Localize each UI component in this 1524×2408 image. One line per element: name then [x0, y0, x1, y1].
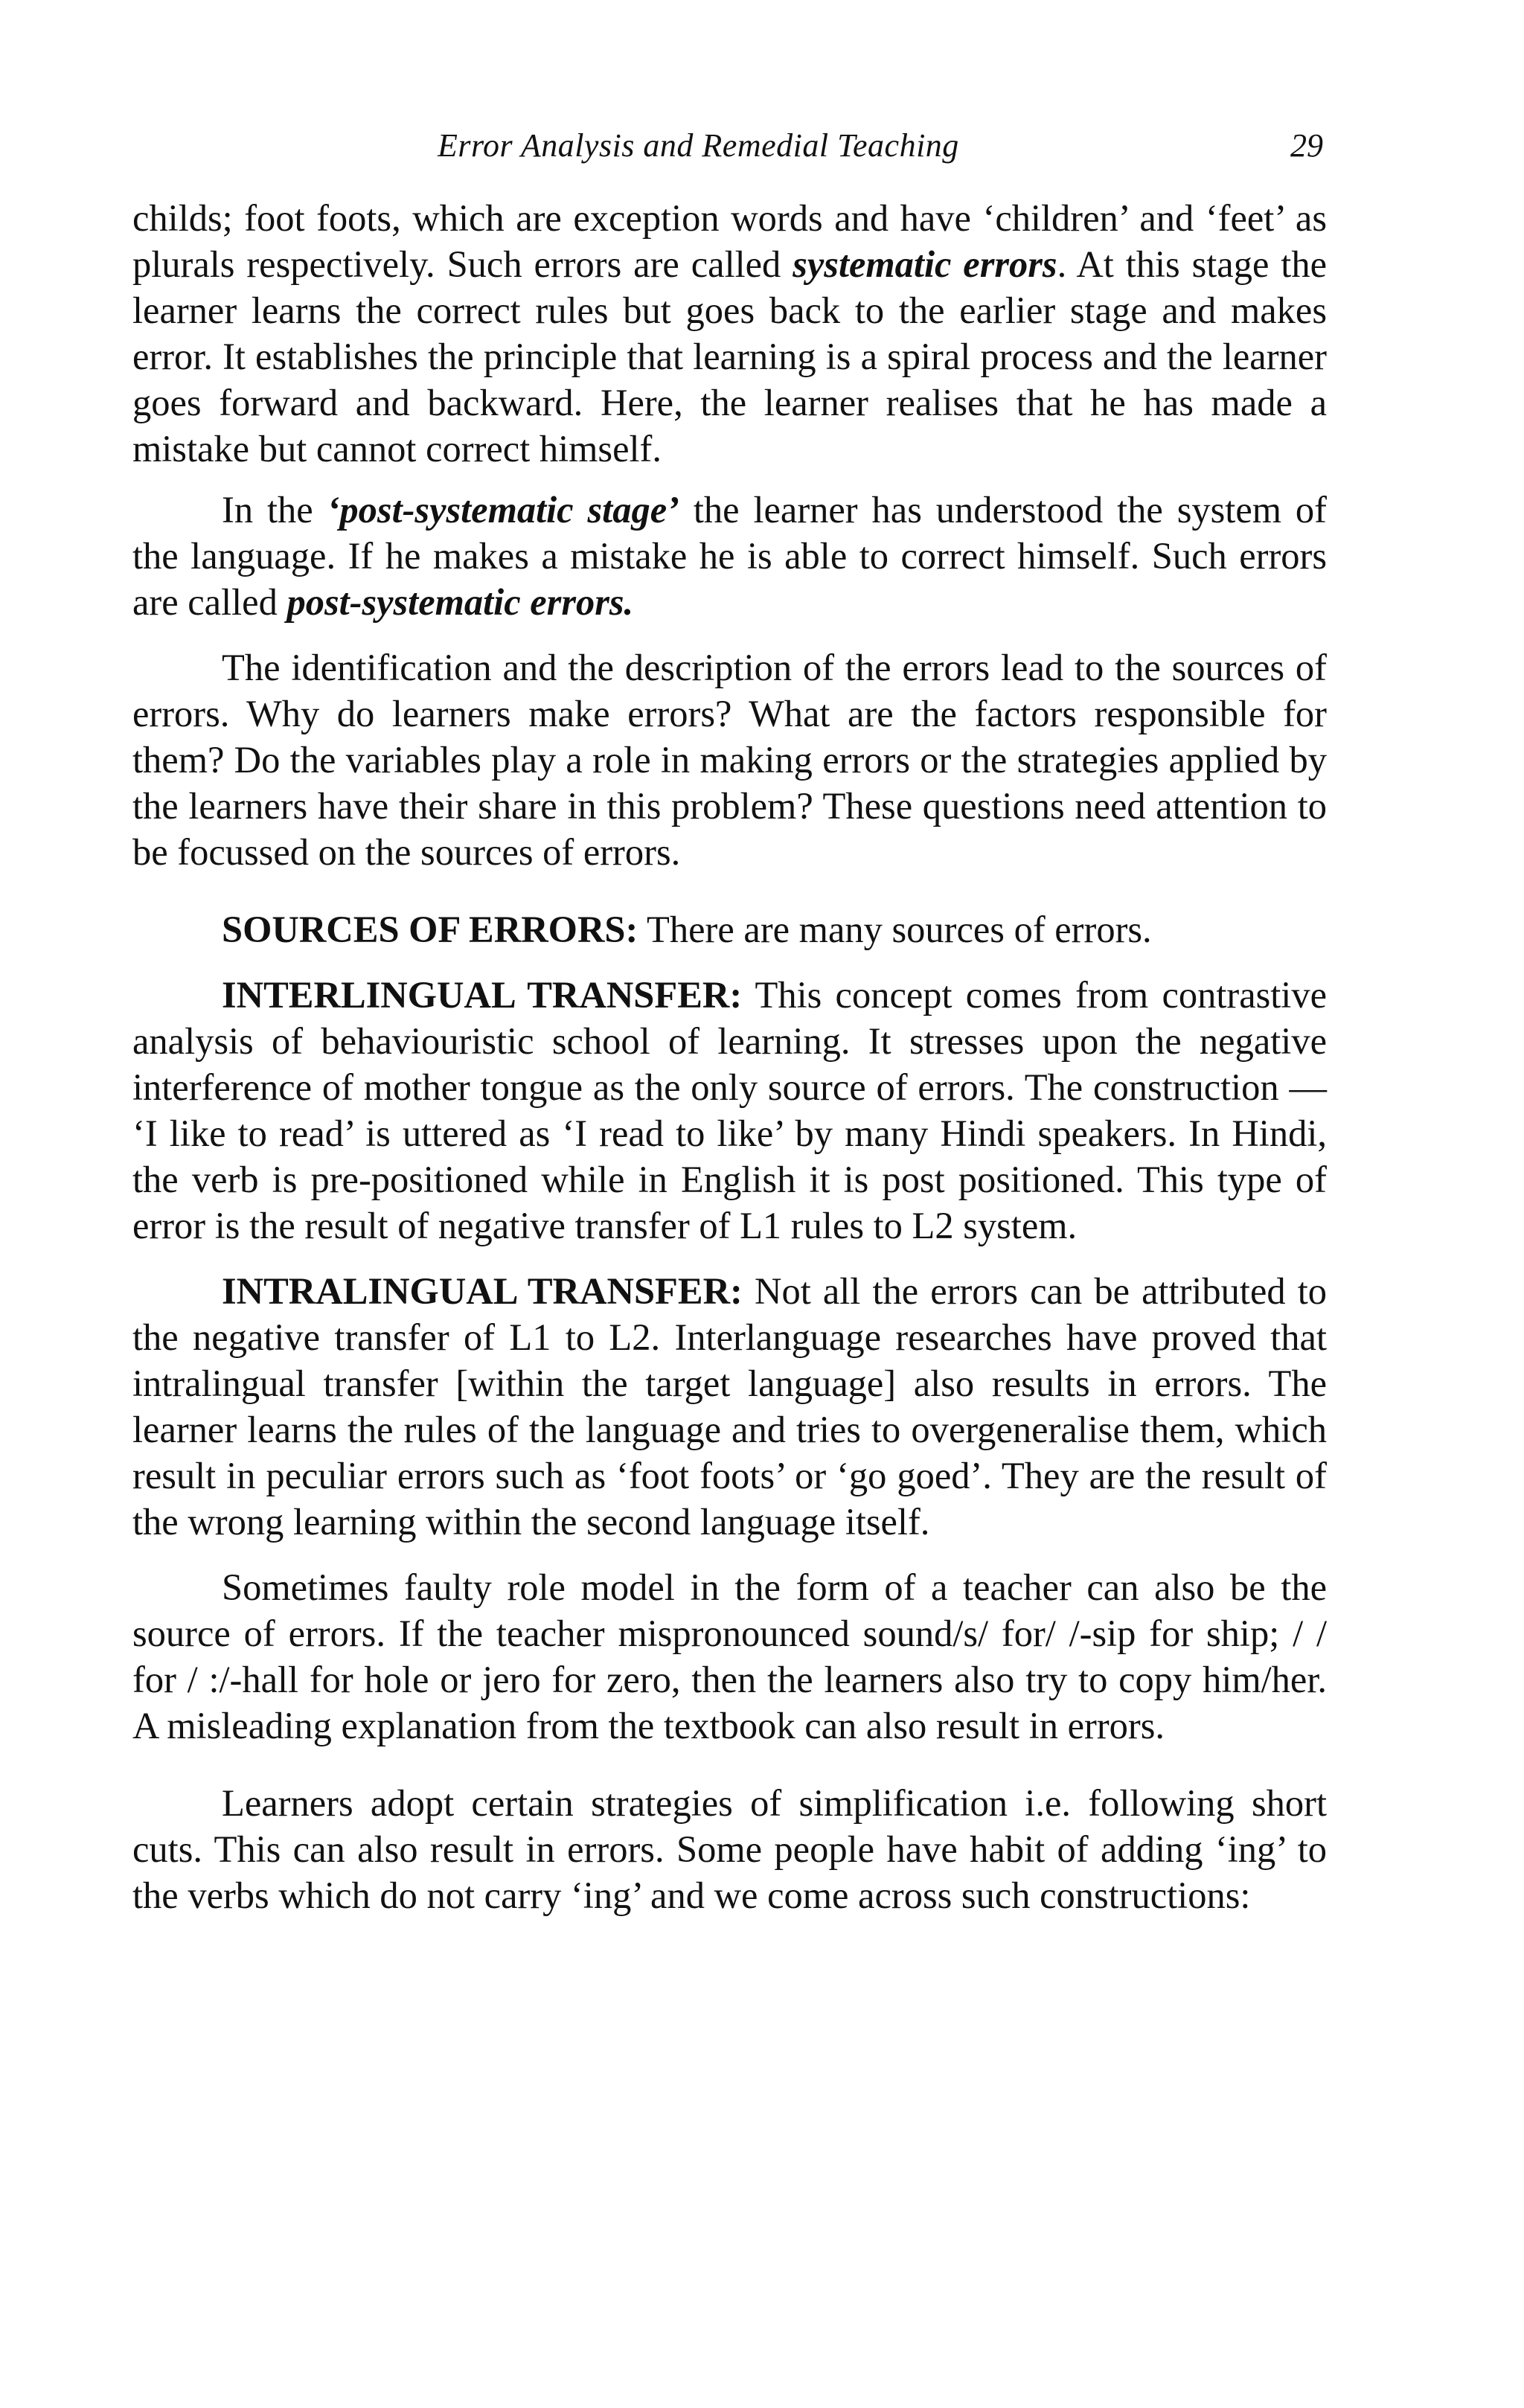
paragraph-text: This concept comes from contrastive analysis of behaviouristic school of learning. It stresses upon the negative interference of mother tongue as the only source of errors. The construction — ‘I like to read’ is uttered as ‘I read to like’ by many Hindi speakers. In Hindi, the verb is pre-positioned while in English it is post positioned. This type of error is the result of negative transfer of L1 rules to L2 system.: [132, 974, 1327, 1246]
paragraph-text: . At this stage the learner learns the correct rules but goes back to the earlier stage and makes error. It establishes the principle that learning is a spiral process and the learner goes forward and backward. Here, the learner realises that he has made a mistake but cannot correct himself.: [132, 243, 1327, 470]
paragraph-intralingual-transfer: [132, 1268, 1327, 1545]
paragraph-teacher-role-model: Sometimes faulty role model in the form of a teacher can also be the source of errors. If the teacher mispronounced sound/s/ for/ /-sip for ship; / / for / :/-hall for hole or jero for zero, then the learners also try to copy him/her. A misleading explanation from the textbook can also result in errors.: [132, 1566, 1327, 1746]
heading-sources-of-errors: SOURCES OF ERRORS:: [222, 909, 638, 950]
paragraph-systematic-errors: [132, 195, 1327, 472]
heading-intralingual-transfer: INTRALINGUAL TRANSFER:: [222, 1270, 743, 1312]
paragraph-text: childs; foot foots, which are exception words and have ‘children’ and ‘feet’ as plurals respectively. Such errors are called: [132, 197, 1327, 285]
paragraph-post-systematic-stage: [132, 487, 1327, 625]
paragraph-text: In the: [222, 489, 327, 531]
heading-interlingual-transfer: INTERLINGUAL TRANSFER:: [222, 974, 743, 1016]
page-number: 29: [1290, 127, 1323, 164]
term-systematic-errors: systematic errors: [793, 243, 1057, 285]
running-title: Error Analysis and Remedial Teaching: [438, 127, 959, 164]
running-head: [132, 127, 1323, 179]
paragraph-sources-of-errors: [132, 906, 1327, 952]
paragraph-sources-intro: The identification and the description of the errors lead to the sources of errors. Why do learners make errors? What are the factors responsible for them? Do the variables play a role in making errors or the strategies applied by the learners have their share in this problem? These questions need attention to be focussed on the sources of errors.: [132, 647, 1327, 873]
body-text: [132, 195, 1327, 1918]
term-post-systematic-stage: ‘post-systematic stage’: [327, 489, 679, 531]
paragraph-text: There are many sources of errors.: [638, 909, 1152, 950]
term-post-systematic-errors: post-systematic errors.: [286, 581, 634, 623]
paragraph-text: the learner has understood the system of the language. If he makes a mistake he is able to correct himself. Such errors are called: [132, 489, 1327, 623]
paragraph-text: Not all the errors can be attributed to the negative transfer of L1 to L2. Interlanguage researches have proved that intralingual transfer [within the target language] also results in errors. The learner learns the rules of the language and tries to overgeneralise them, which result in peculiar errors such as ‘foot foots’ or ‘go goed’. They are the result of the wrong learning within the second language itself.: [132, 1270, 1328, 1543]
paragraph-simplification-strategies: Learners adopt certain strategies of simplification i.e. following short cuts. This can also result in errors. Some people have habit of adding ‘ing’ to the verbs which do not carry ‘ing’ and we come across such constructions:: [132, 1782, 1327, 1916]
paragraph-interlingual-transfer: [132, 972, 1327, 1249]
